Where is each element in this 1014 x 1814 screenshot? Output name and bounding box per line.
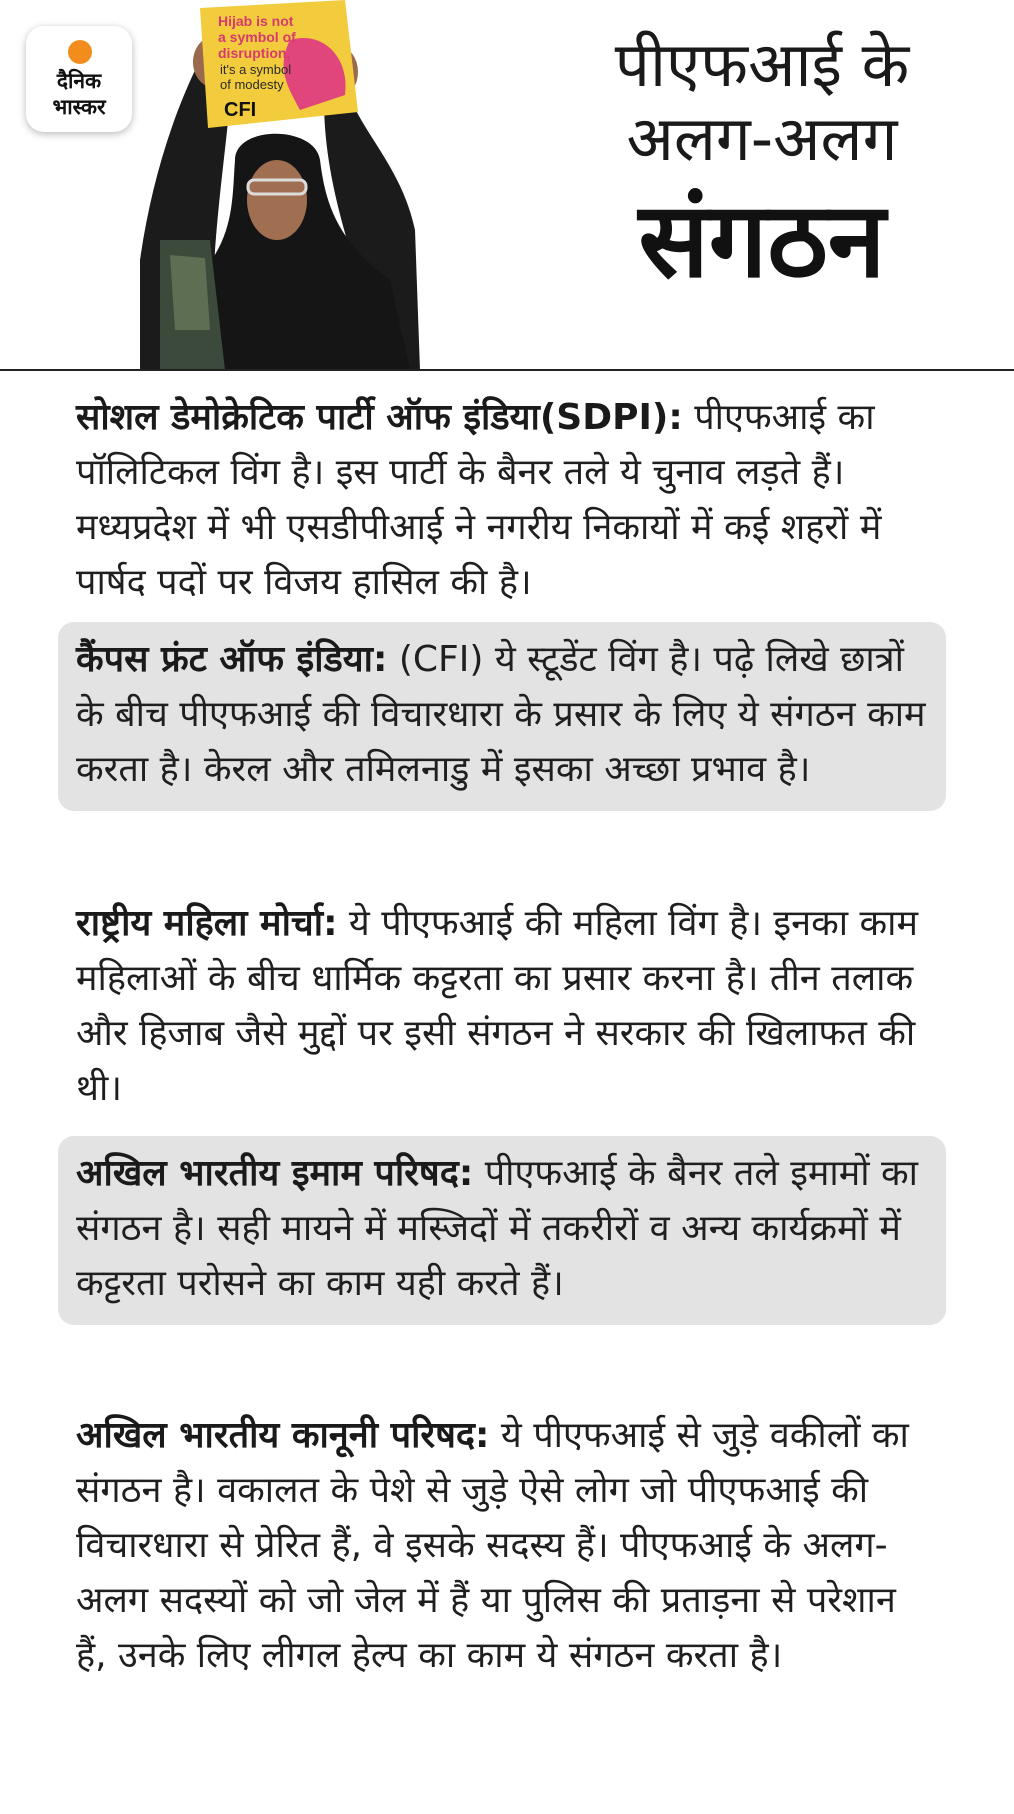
section-label: राष्ट्रीय महिला मोर्चा: — [76, 903, 338, 944]
section-text: ये पीएफआई से जुड़े वकीलों का संगठन है। वकालत के पेशे से जुड़े ऐसे लोग जो पीएफआई की विचारधारा से प्रेरित हैं, वे इसके सदस्य हैं। पीएफआई के अलग-अलग सदस्यों को जो जेल में हैं या पुलिस की प्रताड़ना से परेशान हैं, उनके लिए लीगल हेल्प का काम ये संगठन करता है। — [76, 1415, 909, 1676]
sun-dot-icon — [68, 40, 92, 64]
title-line2: अलग-अलग — [626, 102, 898, 175]
section-label: अखिल भारतीय कानूनी परिषद: — [76, 1415, 490, 1456]
section-sdpi — [58, 380, 946, 624]
poster-line2: a symbol of — [218, 29, 296, 45]
section-cfi-paragraph — [76, 632, 928, 797]
section-kanooni-paragraph — [76, 1408, 928, 1683]
section-imam-parishad — [58, 1136, 946, 1325]
section-sdpi-paragraph — [76, 390, 928, 610]
poster-brand: CFI — [224, 99, 257, 121]
section-text: पीएफआई के बैनर तले इमामों का संगठन है। सही मायने में मस्जिदों में तकरीरों व अन्य कार्यक्रमों में कट्टरता परोसने का काम यही करते हैं। — [76, 1153, 919, 1304]
section-label: अखिल भारतीय इमाम परिषद: — [76, 1153, 474, 1194]
section-mahila-morcha — [58, 886, 946, 1130]
page-title — [512, 28, 1012, 304]
section-mahila-paragraph — [76, 896, 928, 1116]
title-line1: पीएफआई के — [614, 28, 910, 101]
header — [0, 0, 1014, 370]
poster-line1: Hijab is not — [218, 13, 294, 29]
section-label: कैंपस फ्रंट ऑफ इंडिया: — [76, 639, 388, 680]
cfi-poster — [200, 0, 358, 128]
dainik-bhaskar-logo[interactable] — [26, 26, 132, 132]
protest-photo — [140, 0, 480, 370]
title-line3: संगठन — [638, 179, 886, 301]
section-cfi — [58, 622, 946, 811]
logo-text-line2: भास्कर — [52, 95, 106, 119]
poster-line5: of modesty — [220, 77, 284, 92]
section-imam-paragraph — [76, 1146, 928, 1311]
section-text: (CFI) ये स्टूडेंट विंग है। पढ़े लिखे छात्रों के बीच पीएफआई की विचारधारा के प्रसार के लिए ये संगठन काम करता है। केरल और तमिलनाडु में इसका अच्छा प्रभाव है। — [76, 639, 926, 790]
poster-line4: it's a symbol — [220, 62, 292, 77]
protester-illustration — [140, 0, 480, 370]
poster-line3: disruption, — [218, 45, 291, 61]
section-kanooni-parishad — [58, 1398, 946, 1697]
logo-text-line1: दैनिक — [56, 69, 102, 93]
header-divider — [0, 369, 1014, 371]
section-label: सोशल डेमोक्रेटिक पार्टी ऑफ इंडिया(SDPI): — [76, 397, 683, 438]
section-text: पीएफआई का पॉलिटिकल विंग है। इस पार्टी के बैनर तले ये चुनाव लड़ते हैं। मध्यप्रदेश में भी एसडीपीआई ने नगरीय निकायों में कई शहरों में पार्षद पदों पर विजय हासिल की है। — [76, 397, 882, 603]
section-text: ये पीएफआई की महिला विंग है। इनका काम महिलाओं के बीच धार्मिक कट्टरता का प्रसार करना है। तीन तलाक और हिजाब जैसे मुद्दों पर इसी संगठन ने सरकार की खिलाफत की थी। — [76, 903, 918, 1109]
